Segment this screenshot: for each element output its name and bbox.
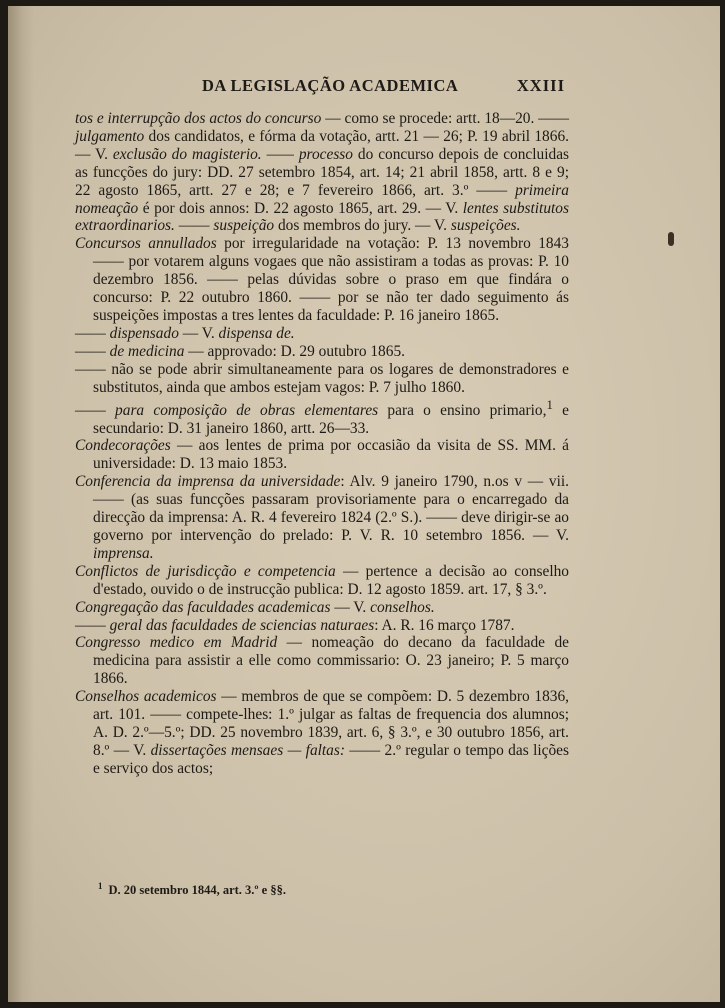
italic-term: Conferencia da imprensa da universidade bbox=[75, 473, 341, 491]
entry-text: — como se procede: artt. 18—20. —— bbox=[321, 110, 569, 127]
italic-term: exclusão do magisterio. —— processo bbox=[112, 145, 353, 163]
entry-text: : Alv. 9 janeiro 1790, n.os v — vii. —— (as suas funcções passaram provisoriamente para o encarregado da direcção da imprensa: A. R. 4 fevereiro 1824 (2.º S.). —— deve dirigir-se ao governo por intervenção do prelado: P. V. R. 10 setembro 1856. — V. bbox=[93, 473, 569, 544]
entry-dash: —— bbox=[75, 616, 106, 634]
footnote-text: D. 20 setembro 1844, art. 3.º e §§. bbox=[108, 883, 286, 898]
entry-dash: —— bbox=[75, 342, 106, 360]
entry-conflictos bbox=[75, 562, 569, 599]
entry-text: —— não se pode abrir simultaneamente para os logares de demonstradores e substitutos, ainda que ambos estejam vagos: P. 7 julho 1860. bbox=[75, 360, 569, 396]
entry-dash: —— bbox=[75, 401, 106, 419]
entry-text: por irregularidade na votação: P. 13 novembro 1843 —— por votarem alguns vogaes que não assistiram a todas as provas: P. 10 dezembro 1856. —— pelas dúvidas sobre o praso em que findára o concurso: P. 22 outubro 1860. —— por se não ter dado seguimento ás suspeições impostas a tres lentes da faculdade: P. 16 janeiro 1865. bbox=[93, 235, 569, 324]
page-body bbox=[75, 110, 569, 778]
running-title: DA LEGISLAÇÃO ACADEMICA bbox=[202, 76, 459, 95]
entry-text: — nomeação do decano da faculdade de medicina para assistir a elle como commissario: O. 23 janeiro; P. 5 março 1866. bbox=[93, 634, 569, 688]
entry-text: do concurso depois de concluidas as funcções do jury: DD. 27 setembro 1854, art. 14; 21 abril 1858, artt. 8 e 9; 22 agosto 1865, artt. 27 e 28; e 7 fevereiro 1866, art. 3.º —— bbox=[75, 145, 570, 199]
entry-text: — V. bbox=[178, 324, 215, 342]
ink-spot bbox=[668, 232, 674, 246]
entry-conselhos-academicos bbox=[75, 688, 569, 778]
entry-text: — V. bbox=[330, 598, 367, 616]
italic-term: suspeição bbox=[213, 217, 275, 235]
book-page bbox=[8, 6, 720, 1002]
italic-term: de medicina bbox=[105, 342, 185, 360]
italic-term: dispensa de. bbox=[214, 324, 295, 342]
entry-text: dos membros do jury. — V. bbox=[274, 217, 447, 235]
italic-term: para composição de obras elementares bbox=[105, 401, 379, 419]
entry-dash: —— bbox=[75, 324, 106, 342]
italic-term: imprensa. bbox=[93, 544, 154, 562]
entry-text: é por dois annos: D. 22 agosto 1865, art. 29. — V. bbox=[138, 199, 459, 217]
italic-term: julgamento bbox=[75, 127, 145, 145]
italic-term: Concursos annullados bbox=[75, 235, 217, 253]
italic-term: Condecorações bbox=[75, 437, 171, 455]
entry-text: —— 2.º regular o tempo das lições e serviço dos actos; bbox=[93, 741, 569, 777]
entry-text: — aos lentes de prima por occasião da visita de SS. MM. á universidade: D. 13 maio 1853. bbox=[93, 437, 569, 473]
entry-text: dos candidatos, e fórma da votação, artt. 21 — 26; P. 19 abril 1866.— V. bbox=[75, 127, 569, 163]
entry-de-medicina bbox=[75, 342, 569, 361]
entry-conferencia-imprensa bbox=[75, 473, 569, 563]
footnote bbox=[98, 881, 286, 898]
entry-text: — pertence a decisão ao conselho d'estado, ouvido o de instrucção publica: D. 12 agosto 1859. art. 17, § 3.º. bbox=[93, 562, 569, 598]
italic-term: Conflictos de jurisdicção e competencia bbox=[75, 562, 336, 580]
entry-condecoracoes bbox=[75, 437, 569, 473]
entry-sciencias-naturaes bbox=[75, 616, 569, 635]
italic-term: lentes substitutos extraordinarios. bbox=[75, 199, 569, 235]
italic-term: geral das faculdades de sciencias naturaes bbox=[105, 616, 375, 634]
entry-concursos-continuation bbox=[75, 110, 569, 235]
italic-term: primeira nomeação bbox=[75, 181, 569, 217]
entry-text: e secundario: D. 31 janeiro 1860, artt. 26—33. bbox=[93, 401, 569, 437]
entry-text: —— bbox=[174, 217, 210, 235]
italic-term: tos e interrupção dos actos do concurso bbox=[75, 110, 322, 127]
italic-term: suspeições. bbox=[450, 217, 521, 235]
footnote-reference[interactable]: 1 bbox=[546, 397, 553, 412]
entry-congresso-medico bbox=[75, 634, 569, 688]
entry-text: — approvado: D. 29 outubro 1865. bbox=[184, 342, 405, 360]
entry-simultaneamente bbox=[75, 360, 569, 397]
italic-term: dissertações mensaes — faltas: bbox=[146, 741, 345, 759]
entry-obras-elementares bbox=[75, 397, 569, 438]
italic-term: Congregação das faculdades academicas bbox=[75, 598, 331, 616]
footnote-marker: 1 bbox=[98, 881, 103, 891]
entry-dispensado bbox=[75, 324, 569, 343]
running-header bbox=[74, 74, 564, 100]
italic-term: Congresso medico em Madrid bbox=[75, 634, 278, 652]
italic-term: Conselhos academicos bbox=[75, 688, 217, 706]
italic-term: conselhos. bbox=[366, 598, 435, 616]
entry-text: : A. R. 16 março 1787. bbox=[374, 616, 515, 634]
entry-congregacao bbox=[75, 598, 569, 617]
italic-term: dispensado bbox=[105, 324, 179, 342]
entry-text: — membros de que se compõem: D. 5 dezembro 1836, art. 101. —— compete-lhes: 1.º julgar as faltas de frequencia dos alumnos; A. D. 2.º—5.º; DD. 25 novembro 1839, art. 6, § 3.º, e 30 outubro 1856, art. 8.º — V. bbox=[93, 688, 569, 759]
entry-concursos-annullados bbox=[75, 235, 569, 325]
page-number: XXIII bbox=[516, 76, 565, 95]
entry-text: para o ensino primario, bbox=[378, 401, 547, 419]
page-gutter-shadow bbox=[8, 6, 34, 1002]
